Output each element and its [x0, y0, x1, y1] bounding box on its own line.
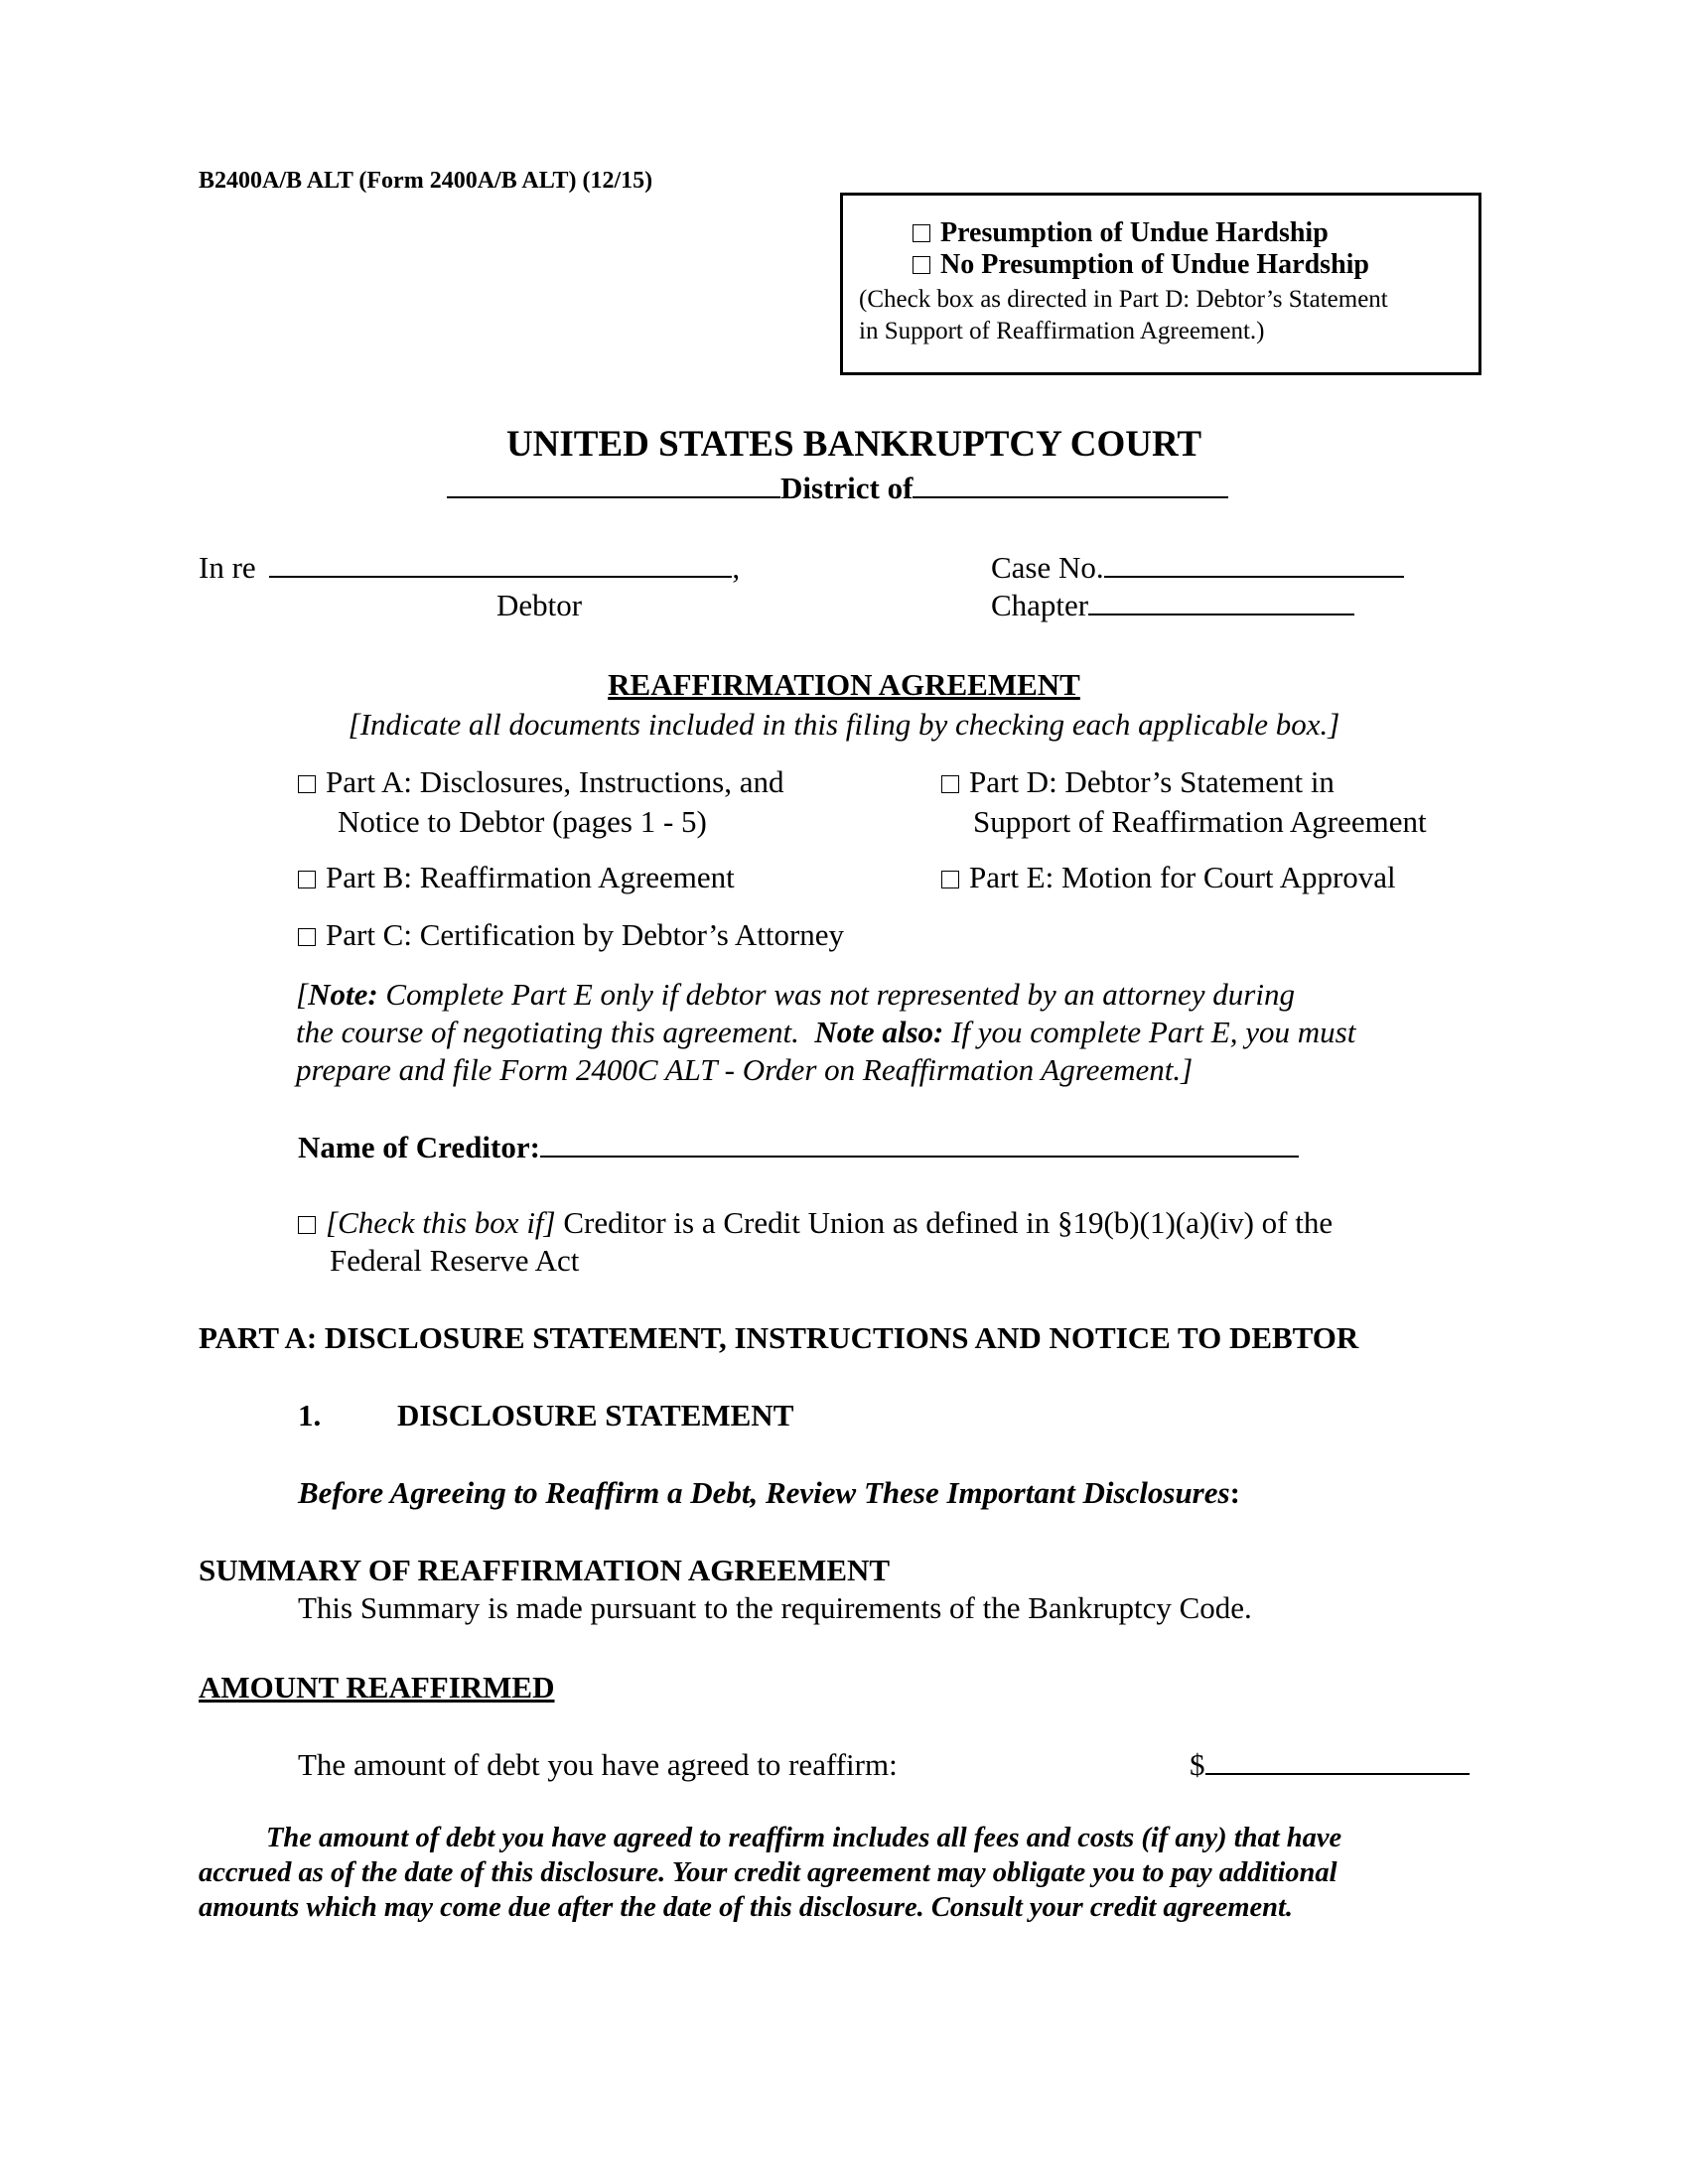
presumption-checkbox[interactable] — [913, 224, 930, 242]
part-c-label: Part C: Certification by Debtor’s Attorney — [326, 917, 845, 952]
credit-union-checkbox[interactable] — [298, 1216, 316, 1234]
chapter-line — [991, 586, 1354, 625]
amount-line — [1190, 1745, 1470, 1785]
debtor-label: Debtor — [496, 588, 583, 622]
case-no-blank[interactable] — [1104, 576, 1404, 578]
part-c-checkbox[interactable] — [298, 928, 316, 946]
note-line2-rest: If you complete Part E, you must — [943, 1015, 1356, 1049]
before-agreeing-text: Before Agreeing to Reaffirm a Debt, Review These Important Disclosures — [298, 1475, 1230, 1510]
presumption-option[interactable] — [913, 215, 1329, 251]
form-id: B2400A/B ALT (Form 2400A/B ALT) (12/15) — [199, 168, 653, 194]
part-e-label: Part E: Motion for Court Approval — [969, 860, 1396, 894]
amount-label: The amount of debt you have agreed to reaffirm: — [298, 1747, 898, 1782]
credit-union-option[interactable] — [298, 1203, 1333, 1243]
part-e-checkbox[interactable] — [941, 871, 959, 888]
section-number: 1. — [298, 1398, 322, 1433]
court-title: UNITED STATES BANKRUPTCY COURT — [505, 424, 1202, 465]
before-agreeing-line — [298, 1473, 1240, 1513]
part-b-option[interactable] — [298, 858, 735, 897]
note-also-label: Note also: — [814, 1015, 944, 1049]
fees-line3: amounts which may come due after the date of this disclosure. Consult your credit agreement. — [199, 1892, 1294, 1923]
note-label: Note: — [308, 977, 378, 1012]
presumption-note-line1: (Check box as directed in Part D: Debtor’s Statement — [859, 286, 1388, 313]
presumption-label: Presumption of Undue Hardship — [940, 217, 1329, 248]
part-d-option[interactable] — [941, 762, 1335, 802]
part-b-checkbox[interactable] — [298, 871, 316, 888]
creditor-name-blank[interactable] — [540, 1156, 1299, 1158]
part-c-option[interactable] — [298, 915, 844, 955]
district-line — [447, 469, 1228, 508]
part-a-checkbox[interactable] — [298, 775, 316, 793]
note-bracket: [ — [296, 977, 309, 1012]
in-re-line — [199, 548, 740, 588]
district-blank-right[interactable] — [913, 496, 1228, 498]
creditor-line — [298, 1128, 1299, 1167]
credit-union-label-line2: Federal Reserve Act — [330, 1243, 580, 1278]
no-presumption-label: No Presumption of Undue Hardship — [940, 249, 1370, 280]
case-no-label: Case No. — [991, 550, 1104, 585]
credit-union-label: Creditor is a Credit Union as defined in §19(b)(1)(a)(iv) of the — [555, 1205, 1334, 1240]
note-line1-text: Complete Part E only if debtor was not represented by an attorney during — [377, 977, 1295, 1012]
in-re-comma: , — [732, 550, 741, 585]
amount-blank[interactable] — [1205, 1773, 1470, 1775]
dollar-sign: $ — [1190, 1747, 1205, 1782]
section-title: DISCLOSURE STATEMENT — [397, 1398, 794, 1433]
credit-union-instruction: [Check this box if] — [326, 1205, 556, 1240]
no-presumption-checkbox[interactable] — [913, 256, 930, 274]
part-e-option[interactable] — [941, 858, 1396, 897]
creditor-label: Name of Creditor: — [298, 1130, 540, 1164]
chapter-blank[interactable] — [1088, 614, 1354, 615]
agreement-instruction: [Indicate all documents included in this filing by checking each applicable box.] — [348, 707, 1340, 742]
fees-line2: accrued as of the date of this disclosure. Your credit agreement may obligate you to pay additional — [199, 1857, 1337, 1888]
presumption-note-line2: in Support of Reaffirmation Agreement.) — [859, 318, 1265, 344]
part-a-heading: PART A: DISCLOSURE STATEMENT, INSTRUCTIONS AND NOTICE TO DEBTOR — [199, 1320, 1359, 1355]
district-blank-left[interactable] — [447, 496, 780, 498]
note-line2 — [296, 1013, 1355, 1052]
note-line2-text: the course of negotiating this agreement. — [296, 1015, 815, 1049]
no-presumption-option[interactable] — [913, 247, 1369, 283]
summary-text: This Summary is made pursuant to the requirements of the Bankruptcy Code. — [298, 1590, 1252, 1625]
part-d-checkbox[interactable] — [941, 775, 959, 793]
amount-heading: AMOUNT REAFFIRMED — [199, 1670, 555, 1705]
chapter-label: Chapter — [991, 588, 1089, 622]
part-b-label: Part B: Reaffirmation Agreement — [326, 860, 735, 894]
before-agreeing-colon: : — [1229, 1475, 1240, 1510]
note-line1 — [296, 975, 1295, 1015]
agreement-title: REAFFIRMATION AGREEMENT — [608, 667, 1080, 702]
in-re-label: In re — [199, 550, 256, 585]
part-a-label: Part A: Disclosures, Instructions, and — [326, 764, 784, 799]
part-a-option[interactable] — [298, 762, 784, 802]
district-label: District of — [780, 471, 914, 505]
part-d-label: Part D: Debtor’s Statement in — [969, 764, 1335, 799]
part-a-label-line2: Notice to Debtor (pages 1 - 5) — [338, 804, 707, 839]
note-line3: prepare and file Form 2400C ALT - Order on Reaffirmation Agreement.] — [296, 1052, 1194, 1087]
debtor-name-blank[interactable] — [269, 576, 732, 578]
presumption-box — [840, 193, 1481, 375]
fees-line1: The amount of debt you have agreed to reaffirm includes all fees and costs (if any) that have — [266, 1823, 1342, 1853]
case-no-line — [991, 548, 1404, 588]
part-d-label-line2: Support of Reaffirmation Agreement — [973, 804, 1427, 839]
summary-heading: SUMMARY OF REAFFIRMATION AGREEMENT — [199, 1553, 891, 1587]
